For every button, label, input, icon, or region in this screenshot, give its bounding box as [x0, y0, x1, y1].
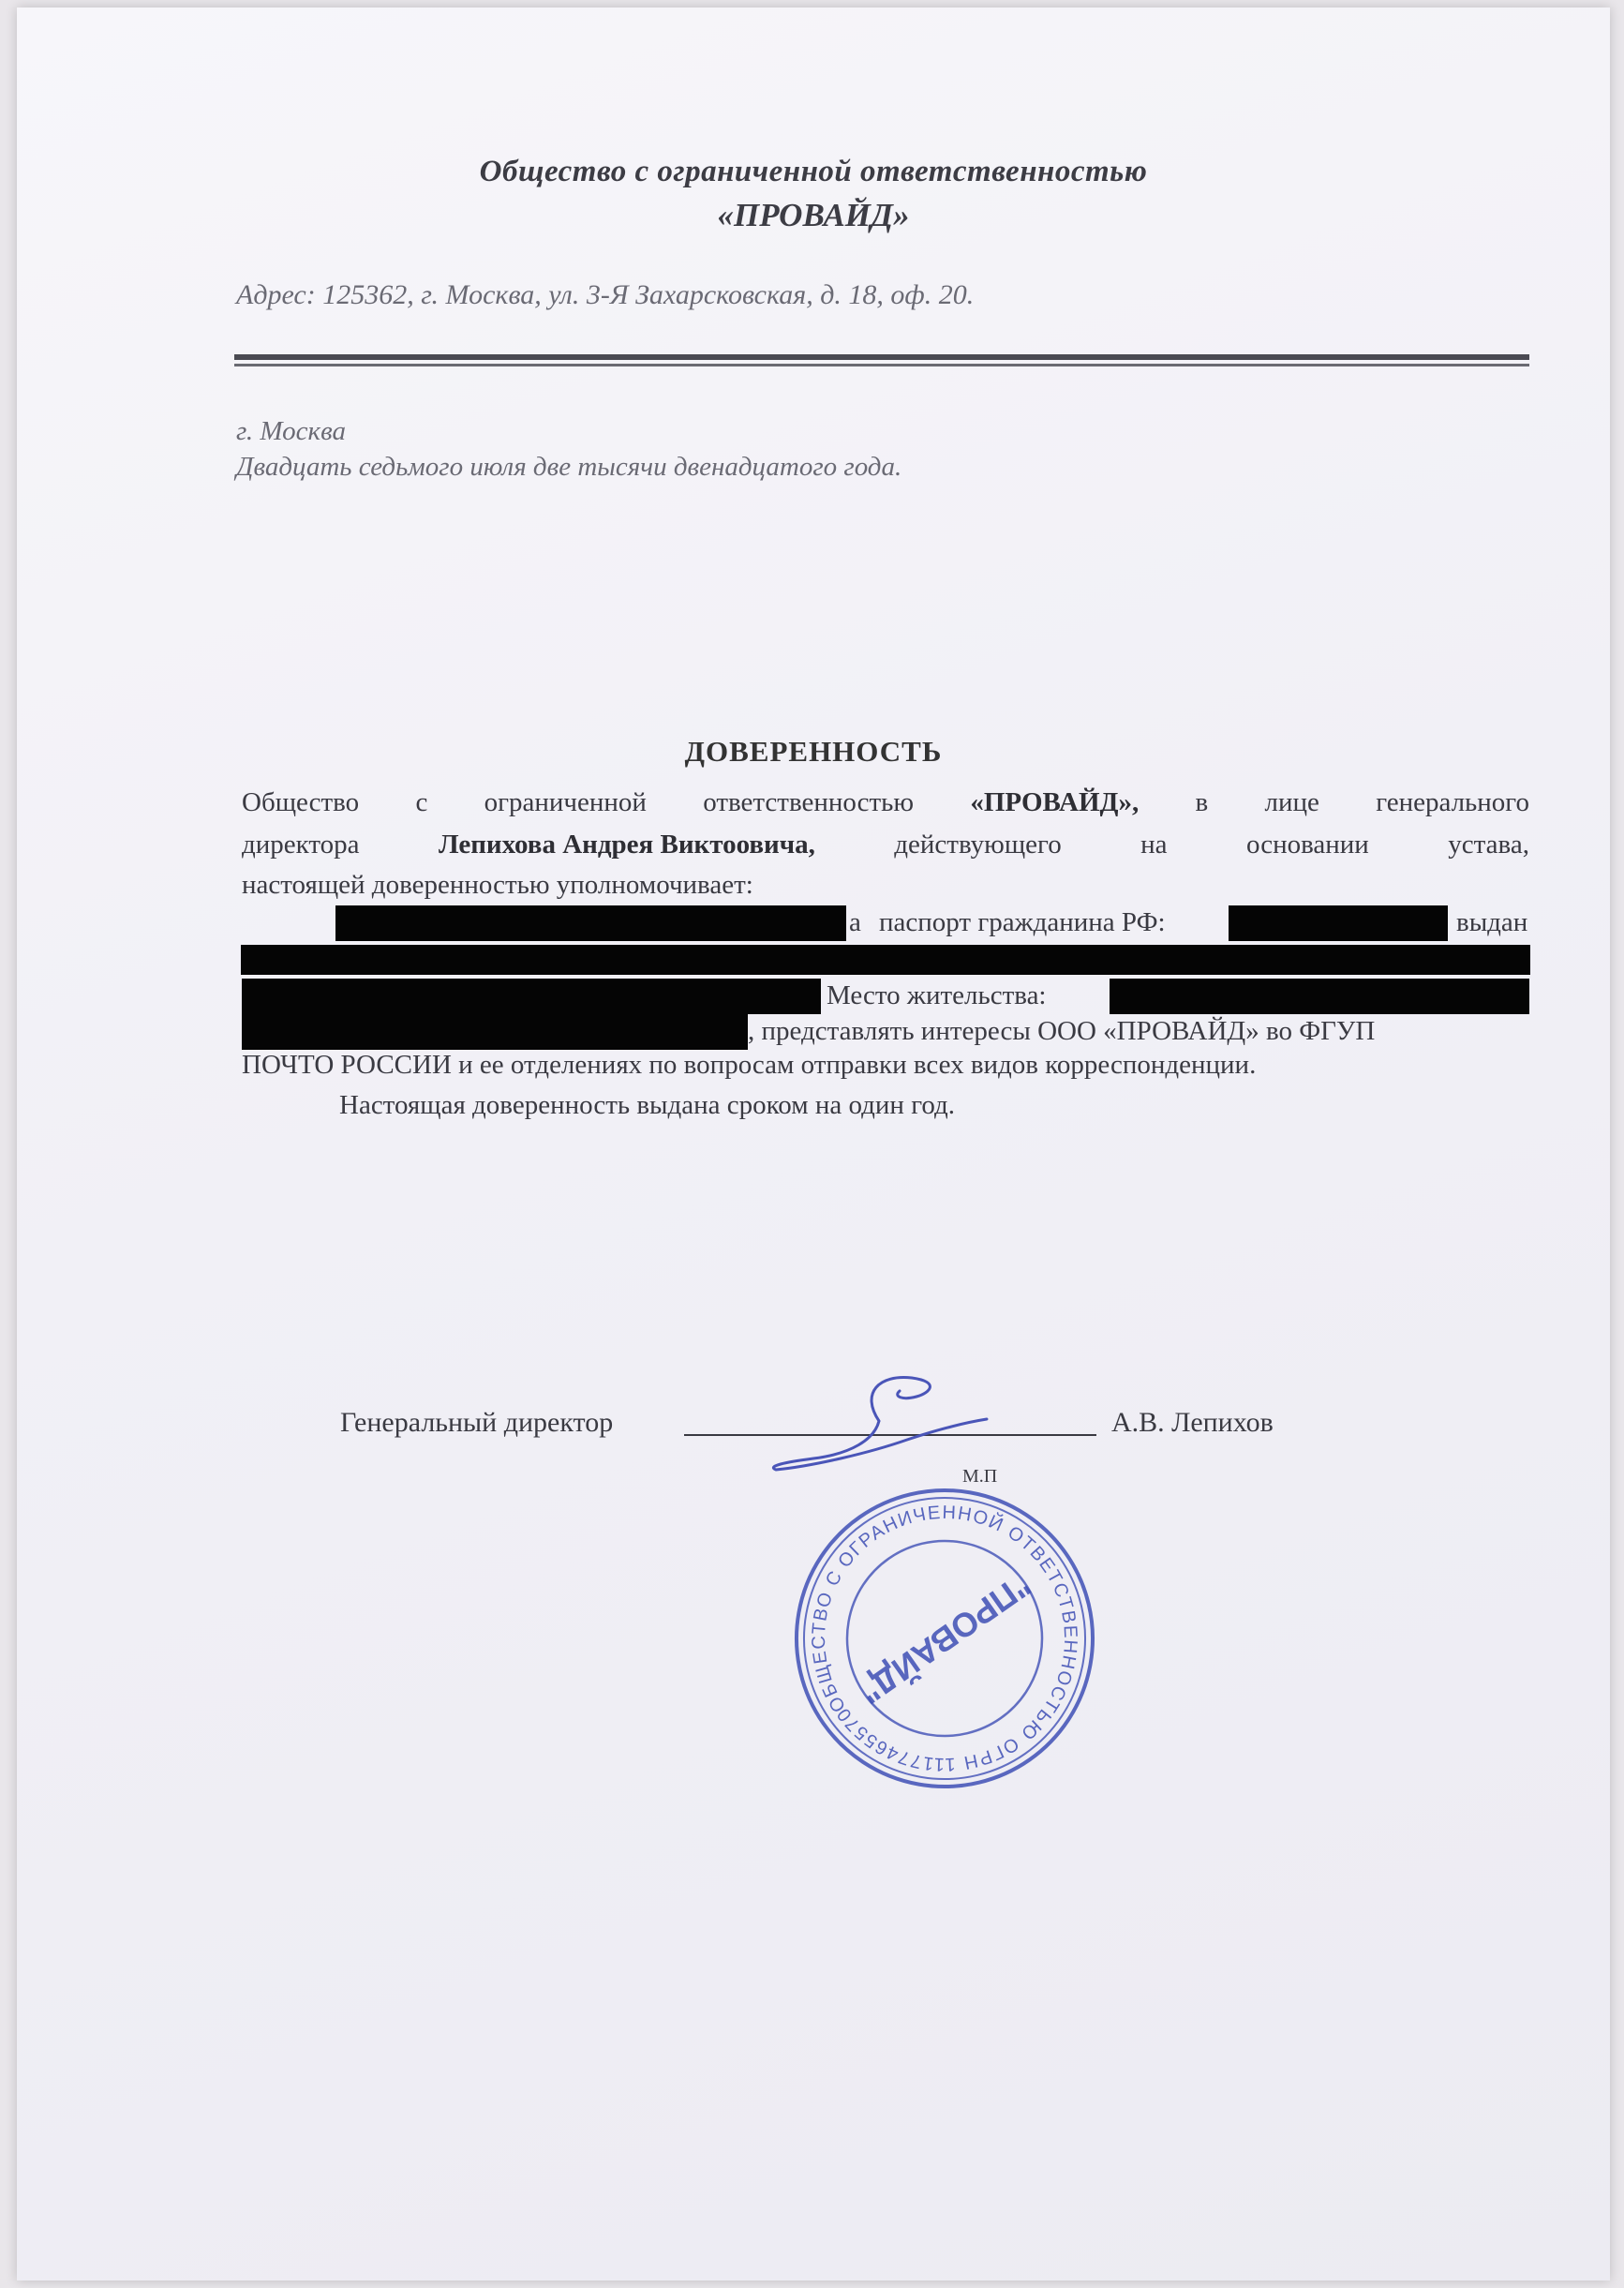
document-page: [17, 7, 1610, 2281]
body-word: Место жительства:: [827, 980, 1047, 1010]
stamp-ring-text: ОБЩЕСТВО С ОГРАНИЧЕННОЙ ОТВЕТСТВЕННОСТЬЮ ОГРН 1117746557004: [808, 1502, 1081, 1775]
body-word: на: [1140, 830, 1168, 860]
body-word: генерального: [1376, 787, 1529, 817]
body-word: ответственностью: [703, 787, 915, 817]
document-date: Двадцать седьмого июля две тысячи двенадцатого года.: [236, 452, 902, 482]
seal-place-label: М.П: [962, 1466, 998, 1487]
body-word: действующего: [894, 830, 1062, 860]
body-line-7-text: [748, 1016, 1529, 1047]
redaction-bar: [1110, 979, 1529, 1014]
body-word: директора: [242, 830, 360, 860]
redaction-bar: [242, 979, 821, 1014]
document-city: г. Москва: [236, 416, 347, 446]
body-line-1: [242, 787, 1529, 818]
body-word: ограниченной: [484, 787, 647, 817]
stamp-center-text: "ПРОВАЙД": [852, 1565, 1038, 1712]
body-line-2: [242, 830, 1529, 860]
org-address: Адрес: 125362, г. Москва, ул. 3-Я Захарсковская, д. 18, оф. 20.: [236, 279, 975, 310]
body-line-9: Настоящая доверенность выдана сроком на один год.: [339, 1090, 956, 1120]
body-word: с: [415, 787, 428, 817]
header-divider-thin: [234, 364, 1529, 366]
body-word: Общество: [242, 787, 360, 817]
body-word: а: [849, 907, 861, 937]
redaction-bar: [242, 1014, 748, 1050]
body-word: основании: [1245, 830, 1369, 860]
header-divider: [234, 354, 1529, 360]
company-stamp: [785, 1479, 1104, 1798]
org-name: «ПРОВАЙД»: [717, 197, 910, 233]
redaction-bar: [1229, 905, 1448, 941]
body-word: паспорт гражданина РФ:: [879, 907, 1166, 937]
body-word: лице: [1264, 787, 1319, 817]
director-name-inline: Лепихова Андрея Виктоовича,: [438, 830, 815, 860]
signature-position: Генеральный директор: [340, 1407, 614, 1438]
body-word: выдан: [1456, 907, 1528, 937]
body-line-3: настоящей доверенностью уполномочивает:: [242, 870, 753, 900]
signature-name: А.В. Лепихов: [1111, 1407, 1274, 1438]
body-line-8: ПОЧТО РОССИИ и ее отделениях по вопросам отправки всех видов корреспонденции.: [242, 1050, 1257, 1080]
org-type: Общество с ограниченной ответственностью: [479, 155, 1148, 188]
org-name-inline: «ПРОВАЙД»,: [970, 787, 1140, 817]
body-word: устава,: [1448, 830, 1529, 860]
body-text: , представлять интересы ООО «ПРОВАЙД» во ФГУП: [748, 1016, 1376, 1046]
body-word: в: [1195, 787, 1209, 817]
redaction-bar: [335, 905, 846, 941]
redaction-bar: [241, 945, 1530, 975]
document-title: ДОВЕРЕННОСТЬ: [684, 735, 943, 768]
